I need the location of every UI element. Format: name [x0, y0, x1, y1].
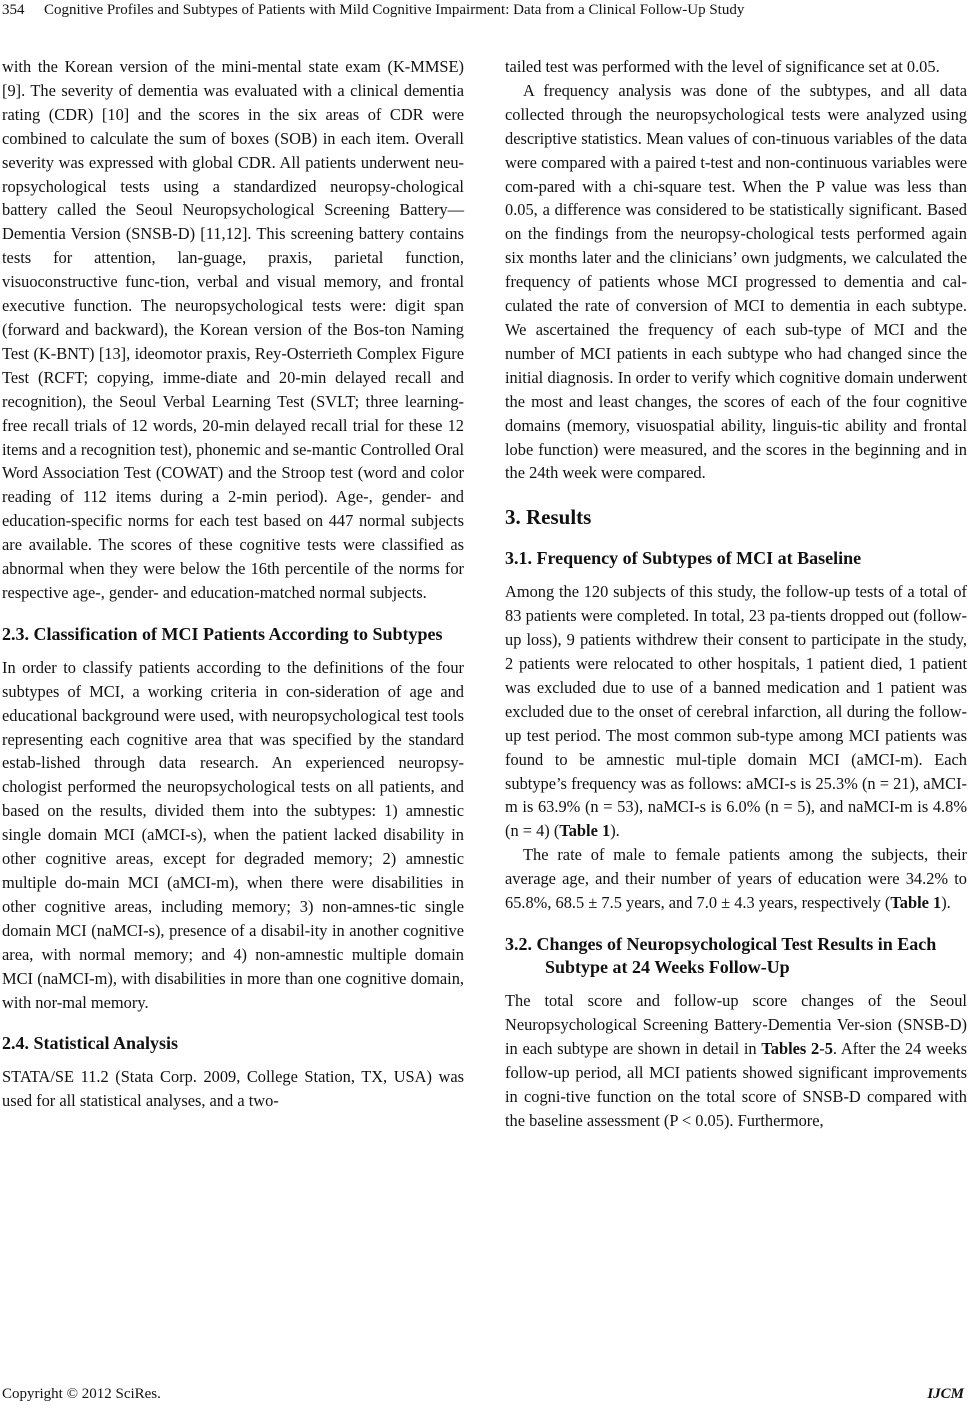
section-heading-3: 3. Results [505, 505, 592, 530]
paragraph: STATA/SE 11.2 (Stata Corp. 2009, College Station, TX, USA) was used for all statistical analyses, and a two- [2, 1067, 464, 1111]
paragraph: In order to classify patients according to the definitions of the four subtypes of MCI, a working criteria in con-sideration of age and educational background were used, with neuropsychological test tools representing each cognitive area that was specified by the standard estab-lished through data research. An experienced neuropsy-chologist performed the neuropsychological tests on all patients, and based on the results, divided them into the subtypes: 1) amnestic single domain MCI (aMCI-s), when the patient lacked disability in other cognitive areas, except for degraded memory; 2) amnestic multiple do-main MCI (aMCI-m), when there were disabilities in other cognitive areas, including memory; 3) non-amnes-tic single domain MCI (naMCI-s), presence of a disabil-ity in another cognitive area, with normal memory; and 4) non-amnestic multiple domain MCI (naMCI-m), with disabilities in more than one cognitive domain, with nor-mal memory. [2, 657, 464, 1012]
journal-abbreviation: IJCM [927, 1386, 964, 1402]
table-reference[interactable]: Table 1 [890, 893, 942, 913]
left-column [2, 55, 464, 1113]
right-column [505, 55, 967, 1132]
section-heading-2-3: 2.3. Classification of MCI Patients According to Subtypes [2, 623, 443, 644]
paragraph [505, 580, 967, 843]
paragraph [505, 843, 967, 915]
running-title: Cognitive Profiles and Subtypes of Patients with Mild Cognitive Impairment: Data from a Clinical Follow-Up Study [44, 2, 745, 18]
section-heading-3-2: 3.2. Changes of Neuropsychological Test Results in Each Subtype at 24 Weeks Follow-Up [505, 934, 937, 977]
table-reference[interactable]: 5 [824, 1038, 833, 1058]
paragraph: with the Korean version of the mini-mental state exam (K-MMSE) [9]. The severity of dementia was evaluated with a clinical dementia rating (CDR) [10] and the scores in the six areas of CDR were combined to calculate the sum of boxes (SOB) in each item. Overall severity was expressed with global CDR. All patients underwent neu-ropsychological tests using a standardized neuropsy-chological battery called the Seoul Neuropsychological Screening Battery—Dementia Version (SNSB-D) [11,12]. This screening battery contains tests for attention, lan-guage, praxis, parietal function, visuoconstructive func-tion, verbal and visual memory, and frontal executive function. The neuropsychological tests were: digit span (forward and backward), the Korean version of the Bos-ton Naming Test (K-BNT) [13], ideomotor praxis, Rey-Osterrieth Complex Figure Test (RCFT; copying, imme-diate and 20-min delayed recall and recognition), the Seoul Verbal Learning Test (SVLT; three learning-free recall trials of 12 words, 20-min delayed recall trial for these 12 items and a recognition test), phonemic and se-mantic Controlled Oral Word Association Test (COWAT) and the Stroop test (word and color reading of 112 items during a 2-min period). Age-, gender- and education-specific norms for each test based on 447 normal subjects are available. The scores of these cognitive tests were classified as abnormal when they were below the 16th percentile of the norms for respective age-, gender- and education-matched normal subjects. [2, 57, 464, 602]
section-heading-3-1: 3.1. Frequency of Subtypes of MCI at Baseline [505, 548, 862, 569]
paragraph-text: ). [610, 821, 620, 841]
paragraph-text: - [819, 1038, 825, 1058]
paragraph [505, 989, 967, 1132]
paragraph-text: . After the 24 weeks follow-up period, all MCI patients showed significant improvements in cogni-tive function on the total score of SNSB-D compared with the baseline assessment (P < 0.05). Furthermore, [505, 1038, 967, 1130]
page-number: 354 [2, 2, 25, 18]
running-header [0, 0, 970, 30]
table-reference[interactable]: Table 1 [559, 821, 611, 841]
paragraph-text: The total score and follow-up score changes of the Seoul Neuropsychological Screening Battery-Dementia Ver-sion (SNSB-D) in each subtype are shown in detail in [505, 991, 967, 1058]
page-footer [0, 1384, 970, 1408]
section-heading-2-4: 2.4. Statistical Analysis [2, 1033, 179, 1054]
paragraph: tailed test was performed with the level of significance set at 0.05. [505, 57, 940, 76]
paragraph: A frequency analysis was done of the subtypes, and all data collected through the neuropsychological tests were analyzed using descriptive statistics. Mean values of con-tinuous variables of the data were compared with a paired t-test and non-continuous variables were com-pared with a chi-square test. When the P value was less than 0.05, a difference was considered to be statistically significant. Based on the findings from the neuropsy-chological tests performed again six months later and the clinicians’ own judgments, we calculated the frequency of patients whose MCI progressed to dementia and cal-culated the rate of conversion of MCI to dementia in each subtype. We ascertained the frequency of each sub-type of MCI and the number of MCI patients in each subtype who had changed since the initial diagnosis. In order to verify which cognitive domain underwent the most and least changes, the scores of each of the four cognitive domains (memory, visuospatial ability, linguis-tic ability and frontal lobe function) were measured, and the scores in the beginning and in the 24th week were compared. [505, 80, 967, 483]
table-reference[interactable]: Tables 2 [761, 1038, 820, 1058]
copyright-notice: Copyright © 2012 SciRes. [2, 1386, 161, 1402]
paragraph-text: ). [941, 893, 951, 913]
paragraph-text: The rate of male to female patients among the subjects, their average age, and their number of years of education were 34.2% to 65.8%, 68.5 ± 7.5 years, and 7.0 ± 4.3 years, respectively ( [505, 845, 967, 913]
paragraph-text: Among the 120 subjects of this study, the follow-up tests of a total of 83 patients were completed. In total, 23 pa-tients dropped out (follow-up loss), 9 patients withdrew their consent to participate in the study, 2 patients were relocated to other hospitals, 1 patient died, 1 patient was excluded due to use of a banned medication and 1 patient was excluded due to the onset of cerebral infarction, all during the follow-up test period. The most common sub-type among MCI patients was found to be amnestic mul-tiple domain MCI (aMCI-m). Each subtype’s frequency was as follows: aMCI-s is 25.3% (n = 21), aMCI-m is 63.9% (n = 53), naMCI-s is 6.0% (n = 5), and naMCI-m is 4.8% (n = 4) ( [505, 582, 967, 841]
